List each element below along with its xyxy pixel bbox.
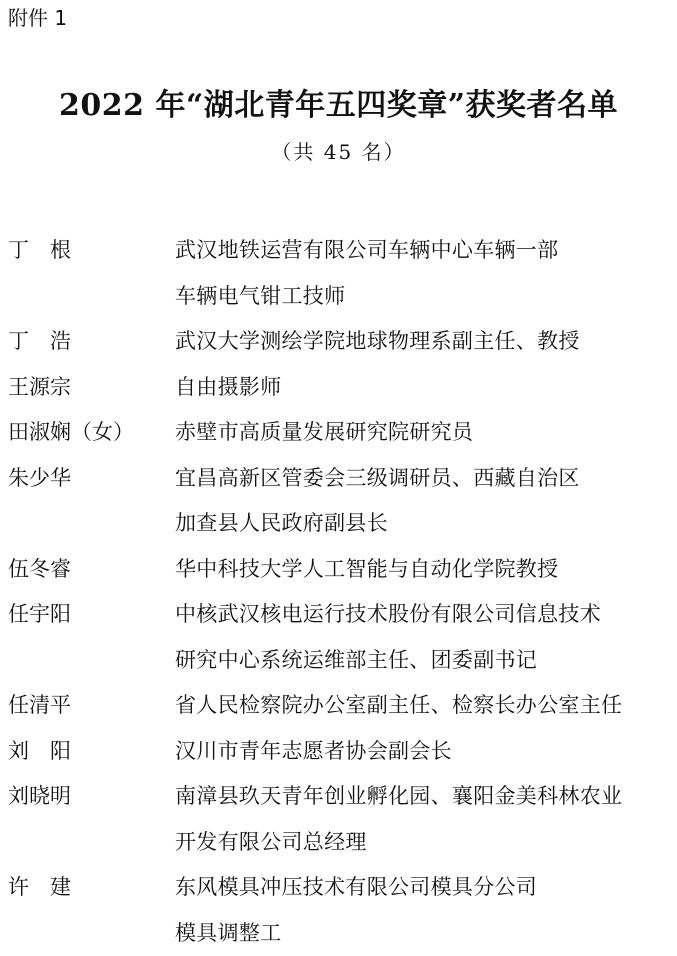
position-line: 武汉地铁运营有限公司车辆中心车辆一部 xyxy=(175,228,677,274)
awardee-name: 丁 浩 xyxy=(0,319,175,365)
position-line: 省人民检察院办公室副主任、检察长办公室主任 xyxy=(175,683,677,729)
awardee-position xyxy=(175,319,677,365)
position-line: 赤壁市高质量发展研究院研究员 xyxy=(175,410,677,456)
document-title: 2022 年“湖北青年五四奖章”获奖者名单 xyxy=(0,86,677,126)
awardee-position xyxy=(175,228,677,319)
position-line: 研究中心系统运维部主任、团委副书记 xyxy=(175,638,677,684)
position-line: 加查县人民政府副县长 xyxy=(175,501,677,547)
awardee-position xyxy=(175,683,677,729)
awardee-entry xyxy=(0,365,677,411)
position-line: 东风模具冲压技术有限公司模具分公司 xyxy=(175,865,677,911)
awardee-entry xyxy=(0,319,677,365)
position-line: 南漳县玖天青年创业孵化园、襄阳金美科林农业 xyxy=(175,774,677,820)
awardee-entry xyxy=(0,592,677,683)
awardee-position xyxy=(175,456,677,547)
awardee-name: 丁 根 xyxy=(0,228,175,319)
position-line: 开发有限公司总经理 xyxy=(175,820,677,866)
awardee-entry xyxy=(0,729,677,775)
awardee-entry xyxy=(0,547,677,593)
awardee-name: 刘 阳 xyxy=(0,729,175,775)
awardee-name: 刘晓明 xyxy=(0,774,175,865)
awardee-name: 田淑娴（女） xyxy=(0,410,175,456)
document-subtitle: （共 45 名） xyxy=(0,138,677,166)
awardee-name: 王源宗 xyxy=(0,365,175,411)
position-line: 中核武汉核电运行技术股份有限公司信息技术 xyxy=(175,592,677,638)
position-line: 汉川市青年志愿者协会副会长 xyxy=(175,729,677,775)
awardee-position xyxy=(175,410,677,456)
awardee-name: 任清平 xyxy=(0,683,175,729)
position-line: 华中科技大学人工智能与自动化学院教授 xyxy=(175,547,677,593)
awardee-entry xyxy=(0,865,677,956)
awardee-position xyxy=(175,774,677,865)
awardee-position xyxy=(175,729,677,775)
awardee-entry xyxy=(0,228,677,319)
awardee-position xyxy=(175,592,677,683)
awardee-entry xyxy=(0,683,677,729)
position-line: 模具调整工 xyxy=(175,911,677,956)
attachment-label: 附件 1 xyxy=(8,4,67,32)
awardee-name: 伍冬睿 xyxy=(0,547,175,593)
awardee-name: 任宇阳 xyxy=(0,592,175,683)
awardee-name: 许 建 xyxy=(0,865,175,956)
position-line: 宜昌高新区管委会三级调研员、西藏自治区 xyxy=(175,456,677,502)
position-line: 车辆电气钳工技师 xyxy=(175,274,677,320)
awardee-entry xyxy=(0,456,677,547)
awardee-position xyxy=(175,547,677,593)
position-line: 武汉大学测绘学院地球物理系副主任、教授 xyxy=(175,319,677,365)
awardee-entry xyxy=(0,410,677,456)
awardee-name: 朱少华 xyxy=(0,456,175,547)
awardee-position xyxy=(175,865,677,956)
awardee-entry xyxy=(0,774,677,865)
awardee-position xyxy=(175,365,677,411)
awardee-list xyxy=(0,228,677,956)
position-line: 自由摄影师 xyxy=(175,365,677,411)
